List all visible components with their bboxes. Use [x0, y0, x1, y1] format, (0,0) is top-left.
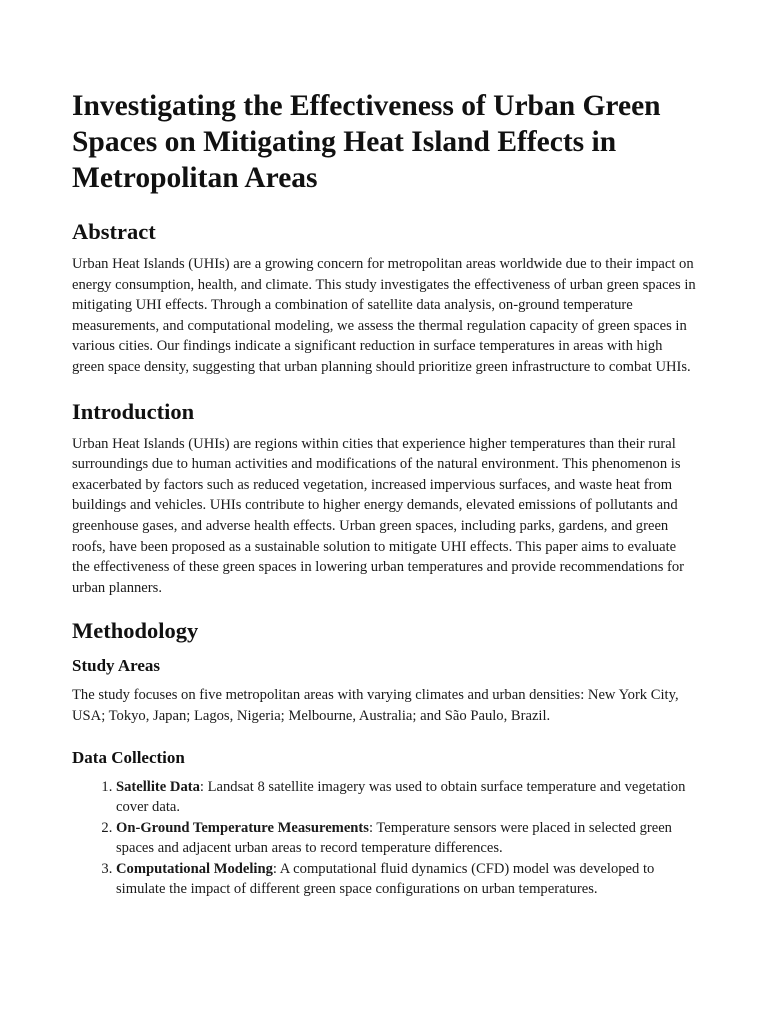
- list-item-term: Satellite Data: [116, 778, 200, 795]
- study-areas-subsection: [72, 655, 696, 726]
- list-item-term: On-Ground Temperature Measurements: [116, 819, 369, 836]
- data-collection-heading: Data Collection: [72, 747, 185, 767]
- abstract-section: [72, 218, 696, 378]
- methodology-section: [72, 617, 696, 900]
- list-item: [116, 859, 696, 900]
- list-item: [116, 818, 696, 859]
- study-areas-heading: Study Areas: [72, 656, 161, 676]
- data-collection-subsection: [72, 747, 696, 901]
- study-areas-text: The study focuses on five metropolitan areas with varying climates and urban densities: New York City, USA; Tokyo, Japan; Lagos, Nigeria; Melbourne, Australia; and São Paulo, Brazil.: [72, 687, 679, 724]
- methodology-heading: Methodology: [72, 618, 199, 644]
- list-item-text: : A computational fluid dynamics (CFD) model was developed to simulate the impact of different green space configurations on urban temperatures.: [116, 860, 655, 898]
- abstract-heading: Abstract: [72, 219, 156, 244]
- list-item-term: Computational Modeling: [116, 860, 273, 877]
- list-item: [116, 777, 696, 818]
- introduction-text: Urban Heat Islands (UHIs) are regions within cities that experience higher temperatures than their rural surroundings due to human activities and modifications of the natural environment. This phenomenon is exacerbated by factors such as reduced vegetation, increased impervious surfaces, and waste heat from buildings and vehicles. UHIs contribute to higher energy demands, elevated emissions of pollutants and greenhouse gases, and adverse health effects. Urban green spaces, including parks, gardens, and green roofs, have been proposed as a sustainable solution to mitigate UHI effects. This paper aims to evaluate the effectiveness of these green spaces in lowering urban temperatures and provide recommendations for urban planners.: [72, 435, 685, 596]
- list-item-text: : Temperature sensors were placed in selected green spaces and adjacent urban areas to record temperature differences.: [116, 819, 672, 857]
- data-collection-list: [72, 777, 696, 901]
- introduction-section: [72, 398, 696, 599]
- introduction-heading: Introduction: [72, 398, 195, 424]
- paper-title: Investigating the Effectiveness of Urban Green Spaces on Mitigating Heat Island Effects in Metropolitan Areas: [72, 90, 661, 194]
- list-item-text: : Landsat 8 satellite imagery was used to obtain surface temperature and vegetation cover data.: [116, 778, 686, 816]
- abstract-text: Urban Heat Islands (UHIs) are a growing concern for metropolitan areas worldwide due to their impact on energy consumption, health, and climate. This study investigates the effectiveness of urban green spaces in mitigating UHI effects. Through a combination of satellite data analysis, on-ground temperature measurements, and computational modeling, we assess the thermal regulation capacity of green spaces in various cities. Our findings indicate a significant reduction in surface temperatures in areas with high green space density, suggesting that urban planning should prioritize green infrastructure to combat UHIs.: [72, 256, 696, 375]
